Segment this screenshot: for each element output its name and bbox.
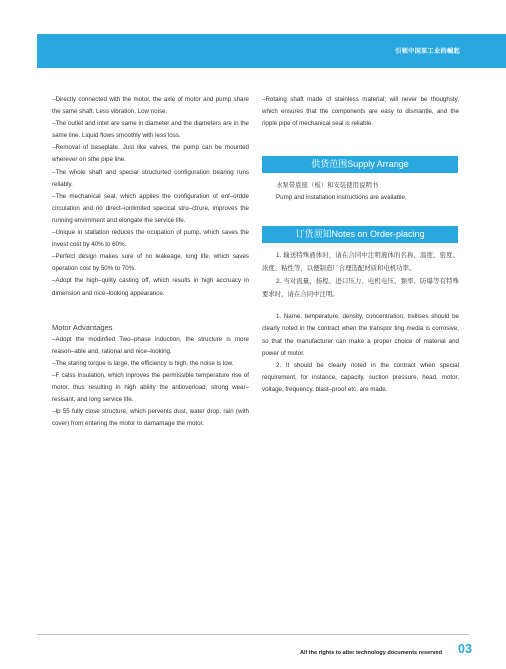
motor-paragraph: –Ip 55 fully close structure, which pervents dust, water drop, rain (with cover) from entering the motor to damamage the motor. (52, 408, 249, 428)
header-banner (37, 34, 506, 68)
motor-paragraph: –F calss insulation, which inproves the permissible temperature rise of motor, thus resulting in high ability the antioverload, strong wear–resisant, and long service life. (52, 371, 249, 404)
order-en-item: 2. It should be clearly noted in the contract when special requirement, for instance, capacity, suction pressure, head, motor, voltage, frequency, blast–proof etc, are made. (262, 361, 459, 393)
order-notes-title: 订货须知Notes on Order-placing (262, 226, 458, 243)
supply-cn-text: 水泵带底座（板）和安装使用说明书 (276, 182, 379, 190)
spacer (262, 301, 459, 311)
spacer (262, 130, 459, 156)
order-en-item: 1. Name, temperature, density, concentration, trellises should be clearly noted in the contract when the transpor ting media is corrosive, so that the manufacturer can make a proper choice of material and power of motor. (262, 313, 459, 357)
feature-paragraph: –Adopt the high–qulity casting off, which results in high accruacy in dimension and nice–looking appearance. (52, 277, 249, 297)
motor-paragraph: –Adopt the modinfied Two–phase induction, the structure is more reason–able and, rational and nice–looking. (52, 335, 249, 355)
header-slogan: 引领中国泵工业的崛起 (395, 48, 460, 55)
page-number: 03 (458, 642, 472, 656)
intro-paragraph: –Rotaing shaft made of stainless material; will never be thoughsty, which ensures that the components are easy to dismantle, and the ripple pipe of mechanical seal is reliable. (262, 96, 459, 128)
left-column (52, 94, 249, 430)
order-cn-item: 2. 当对流量、扬程、进口压力、电机电压、频率、防爆等有特殊要求时，请在合同中注明。 (262, 278, 459, 299)
motor-paragraph: –The staring torque is large, the efficiency is high, the noise is low. (52, 359, 234, 367)
feature-paragraph: –Directly connected with the motor, the axle of motor and pump share the same shaft. Less vibration, Low noise. (52, 96, 249, 116)
feature-paragraph: –The outlet and intet are same in diameter and the diameters are in the same line. Liquid flows smoothly with less loss. (52, 120, 249, 140)
footer-rights-text: All the rights to alter technology documents reserved (300, 650, 443, 656)
supply-arrange-title: 供货范围Supply Arrange (262, 156, 458, 173)
spacer (52, 300, 249, 322)
feature-paragraph: –The whole shaft and special structurted configuration bearing runs reliably. (52, 168, 249, 188)
order-cn-item: 1. 输送特殊液体时，请在合同中注明液体的名称、温度、密度、浓度、粘性等，以便制造厂合理选配材质和电机功率。 (262, 252, 459, 273)
feature-paragraph: –Perfect design makes sure of no leakeage, long life, which saves operation cost by 50% to 70%. (52, 253, 249, 273)
feature-paragraph: –The mechanical seal, which applies the configuration of enf–ordde circulation and no direct–ionlimited specical stru–ctrure, improves the running envirnment and elongate the service life. (52, 192, 249, 224)
feature-paragraph: –Unique in stallation reduces the ocupation of pump, which saves the invest cost by 40% to 60%. (52, 229, 249, 249)
motor-advantages-heading: Motor Advantages (52, 322, 113, 332)
right-column (262, 94, 459, 396)
supply-en-text: Pump and installation instructions are available. (276, 194, 407, 202)
footer-rule (37, 634, 469, 635)
spacer (262, 204, 459, 226)
feature-paragraph: –Removal of baseplate. Just like valves, the pump can be mounted wherever on sthe pipe line. (52, 144, 249, 164)
